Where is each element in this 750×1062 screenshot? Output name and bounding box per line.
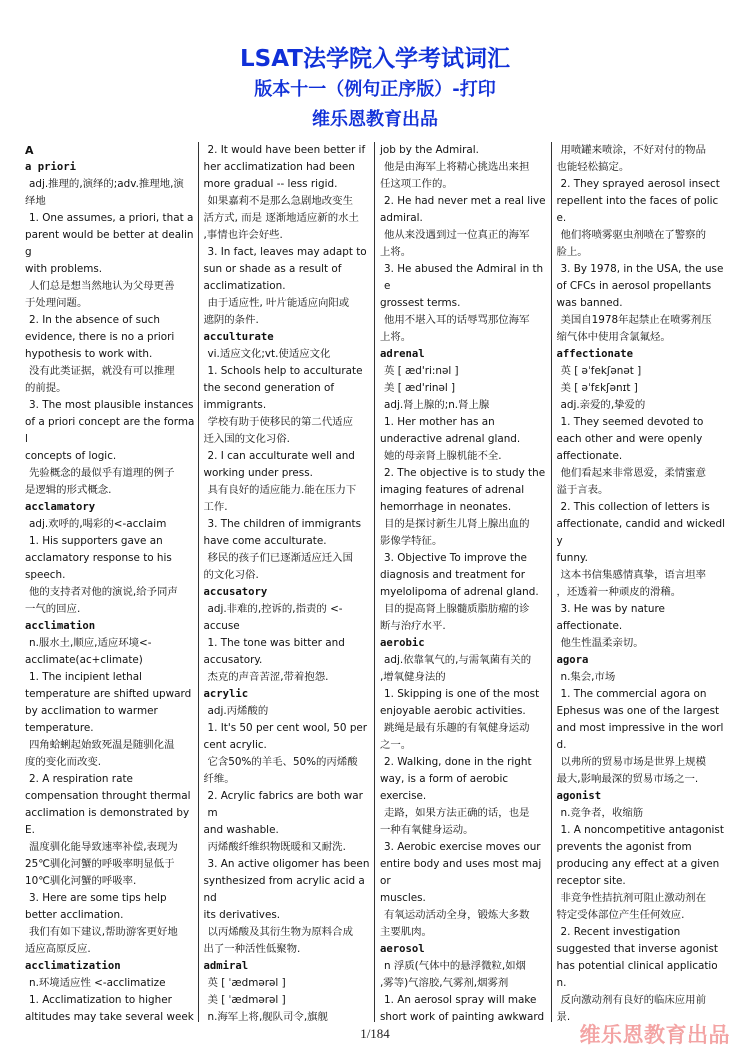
- entry-text-line: job by the Admiral.: [380, 144, 479, 156]
- entry-text-line: 1. The commercial agora on: [560, 688, 707, 700]
- entry-text-line: adj.丙烯酸的: [207, 705, 269, 717]
- entry-text-line: concepts of logic.: [25, 450, 117, 462]
- entry-text-line: 3. By 1978, in the USA, the use: [560, 263, 724, 275]
- vocabulary-columns: [22, 142, 728, 1022]
- entry-text-line: acclamatory response to his: [25, 552, 172, 564]
- entry-text-line: 影像学特征。: [380, 535, 443, 547]
- entry-text-line: n.海军上将,舰队司令,旗舰: [207, 1011, 328, 1022]
- entry-text-line: hemorrhage in neonates.: [380, 501, 512, 513]
- entry-text-line: 迁入国的文化习俗.: [203, 433, 290, 445]
- entry-text-line: compensation throught thermal: [25, 790, 191, 802]
- entry-text-line: adj.欢呼的,喝彩的<-acclaim: [29, 518, 167, 530]
- entry-text-line: entire body and uses most major: [380, 858, 542, 887]
- entry-text-line: 丙烯酸纤维织物既暖和又耐洗.: [207, 841, 346, 853]
- entry-text-line: 英 [ ˈædmərəl ]: [207, 977, 286, 989]
- entry-text-line: 之一。: [380, 739, 412, 751]
- entry-text-line: 1. His supporters gave an: [29, 535, 163, 547]
- entry-text-line: 景.: [556, 1011, 571, 1022]
- entry-text-line: Ephesus was one of the largest: [556, 705, 720, 717]
- entry-text-line: 上将。: [380, 246, 412, 258]
- entry-text-line: 10℃驯化河蟹的呼吸率.: [25, 875, 137, 887]
- document-header: [0, 44, 750, 134]
- entry-text-line: underactive adrenal gland.: [380, 433, 521, 445]
- entry-text-line: 非竞争性拮抗剂可阻止激动剂在: [560, 892, 706, 904]
- entry-text-line: n 浮质(气体中的悬浮微粒,如烟: [384, 960, 526, 972]
- entry-text-line: was banned.: [556, 297, 623, 309]
- entry-text-line: 2. It would have been better if: [207, 144, 366, 156]
- entry-text-line: each other and were openly: [556, 433, 703, 445]
- entry-text-line: 适应高原反应.: [25, 943, 91, 955]
- entry-text-line: accuse: [203, 620, 240, 632]
- entry-text-line: exercise.: [380, 790, 427, 802]
- entry-text-line: suggested that inverse agonist: [556, 943, 718, 955]
- headword: admiral: [203, 960, 249, 972]
- entry-text-line: 如果嘉莉不是那么急剧地改变生: [207, 195, 353, 207]
- entry-text-line: 2. In the absence of such: [29, 314, 160, 326]
- entry-text-line: n.集会,市场: [560, 671, 616, 683]
- entry-text-line: adj.依靠氧气的,与需氧菌有关的: [384, 654, 532, 666]
- entry-text-line: evidence, there is no a priori: [25, 331, 175, 343]
- entry-text-line: its derivatives.: [203, 909, 281, 921]
- entry-text-line: 2. The objective is to study the: [384, 467, 546, 479]
- entry-text-line: 1. Acclimatization to higher: [29, 994, 172, 1006]
- entry-text-line: 3. Here are some tips help: [29, 892, 167, 904]
- entry-text-line: 没有此类证据，就没有可以推理: [29, 365, 175, 377]
- entry-text-line: by acclimation to warmer: [25, 705, 158, 717]
- headword: agonist: [556, 790, 602, 802]
- entry-text-line: 美国自1978年起禁止在喷雾剂压: [560, 314, 712, 326]
- entry-text-line: affectionate.: [556, 450, 623, 462]
- headword: acclimatization: [25, 960, 121, 972]
- entry-text-line: temperature are shifted upward: [25, 688, 192, 700]
- entry-text-line: 最大,影响最深的贸易市场之一.: [556, 773, 699, 785]
- entry-text-line: short work of painting awkward: [380, 1011, 545, 1022]
- entry-text-line: 他从来没遇到过一位真正的海军: [384, 229, 530, 241]
- entry-text-line: 具有良好的适应能力.能在压力下: [207, 484, 357, 496]
- entry-text-line: 遮阴的条件.: [203, 314, 259, 326]
- entry-text-line: 一气的回应.: [25, 603, 81, 615]
- entry-text-line: prevents the agonist from: [556, 841, 692, 853]
- entry-text-line: 2. They sprayed aerosol insect: [560, 178, 720, 190]
- entry-text-line: 断与治疗水平.: [380, 620, 446, 632]
- entry-text-line: 1. One assumes, a priori, that a: [29, 212, 194, 224]
- entry-text-line: 任这项工作的。: [380, 178, 453, 190]
- entry-text-line: grossest terms.: [380, 297, 461, 309]
- entry-text-line: 1. An aerosol spray will make: [384, 994, 537, 1006]
- entry-text-line: 1. The incipient lethal: [29, 671, 142, 683]
- entry-text-line: with problems.: [25, 263, 103, 275]
- entry-text-line: 2. This collection of letters is: [560, 501, 710, 513]
- entry-text-line: 3. He abused the Admiral in the: [384, 263, 544, 292]
- entry-text-line: adj.推理的,演绎的;adv.推理地,演: [29, 178, 184, 190]
- entry-text-line: 他的支持者对他的演说,给予同声: [29, 586, 178, 598]
- entry-text-line: 杰克的声音苦涩,带着抱怨.: [207, 671, 329, 683]
- entry-text-line: 学校有助于使移民的第二代适应: [207, 416, 353, 428]
- entry-text-line: adj.非难的,控诉的,指责的 <-: [207, 603, 343, 615]
- publisher-name: 维乐恩教育出品: [312, 109, 438, 130]
- headword: acrylic: [203, 688, 249, 700]
- entry-text-line: 有氧运动活动全身，锻炼大多数: [384, 909, 530, 921]
- entry-text-line: 四角蛤蜊起始致死温是随驯化温: [29, 739, 175, 751]
- entry-text-line: synthesized from acrylic acid and: [203, 875, 365, 904]
- entry-text-line: 美 [ æd'rinəl ]: [384, 382, 456, 394]
- headword: a priori: [25, 161, 77, 173]
- entry-text-line: 温度驯化能导致速率补偿,表现为: [29, 841, 178, 853]
- entry-text-line: 也能轻松搞定。: [556, 161, 630, 173]
- entry-text-line: 他用不堪入耳的话辱骂那位海军: [384, 314, 530, 326]
- entry-text-line: funny.: [556, 552, 588, 564]
- entry-text-line: 移民的孩子们已逐渐适应迁入国: [207, 552, 353, 564]
- entry-text-line: 于处理问题。: [25, 297, 88, 309]
- entry-text-line: 以丙烯酸及其衍生物为原料合成: [207, 926, 353, 938]
- entry-text-line: 由于适应性, 叶片能适应向阳或: [207, 297, 350, 309]
- entry-text-line: 它含50%的羊毛、50%的丙烯酸: [207, 756, 358, 768]
- entry-text-line: 他们看起来非常恩爱，柔情蜜意: [560, 467, 706, 479]
- entry-text-line: 以弗所的贸易市场是世界上规模: [560, 756, 706, 768]
- entry-text-line: producing any effect at a given: [556, 858, 720, 870]
- entry-text-line: admiral.: [380, 212, 423, 224]
- entry-text-line: 1. It's 50 per cent wool, 50 per: [207, 722, 368, 734]
- entry-text-line: 走路，如果方法正确的话，也是: [384, 807, 530, 819]
- entry-text-line: 1. The tone was bitter and: [207, 637, 345, 649]
- section-letter: A: [25, 144, 34, 157]
- entry-text-line: 1. Schools help to acculturate: [207, 365, 363, 377]
- entry-text-line: 绎地: [25, 195, 46, 207]
- entry-text-line: acclimate(ac+climate): [25, 654, 143, 666]
- entry-text-line: adj.亲爱的,挚爱的: [560, 399, 646, 411]
- entry-text-line: 1. Skipping is one of the most: [384, 688, 540, 700]
- page-number: 1/184: [360, 1026, 390, 1041]
- entry-text-line: 1. Her mother has an: [384, 416, 495, 428]
- headword: acclamatory: [25, 501, 96, 513]
- entry-text-line: adj.肾上腺的;n.肾上腺: [384, 399, 490, 411]
- entry-text-line: immigrants.: [203, 399, 267, 411]
- headword: adrenal: [380, 348, 425, 360]
- entry-text-line: 上将。: [380, 331, 412, 343]
- entry-text-line: 一种有氧健身运动。: [380, 824, 474, 836]
- entry-text-line: 先验概念的最似乎有道理的例子: [29, 467, 175, 479]
- watermark-logo-text: 维乐恩教育出品: [579, 1023, 730, 1047]
- entry-text-line: working under press.: [203, 467, 313, 479]
- entry-text-line: of CFCs in aerosol propellants: [556, 280, 712, 292]
- entry-text-line: 25℃驯化河蟹的呼吸率明显低于: [25, 858, 175, 870]
- entry-text-line: 3. He was by nature: [560, 603, 665, 615]
- entry-text-line: imaging features of adrenal: [380, 484, 525, 496]
- entry-text-line: 我们有如下建议,帮助游客更好地: [29, 926, 178, 938]
- entry-text-line: n.服水土,顺应,适应环境<-: [29, 637, 152, 649]
- entry-text-line: acclimatization.: [203, 280, 286, 292]
- entry-text-line: hypothesis to work with.: [25, 348, 153, 360]
- entry-text-line: acclimation is demonstrated by E.: [25, 807, 190, 836]
- entry-text-line: 主要肌肉。: [380, 926, 432, 938]
- headword: aerobic: [380, 637, 425, 649]
- entry-text-line: 他们将喷雾驱虫剂喷在了警察的: [560, 229, 706, 241]
- entry-text-line: 工作.: [203, 501, 228, 513]
- entry-text-line: 美 [ ˈædmərəl ]: [207, 994, 286, 1006]
- document-title: LSAT法学院入学考试词汇: [240, 46, 510, 72]
- entry-text-line: 这本书信集感情真挚，语言坦率: [560, 569, 706, 581]
- entry-text-line: her acclimatization had been: [203, 161, 355, 173]
- entry-text-line: sun or shade as a result of: [203, 263, 342, 275]
- entry-text-line: 跳绳是最有乐趣的有氧健身运动: [384, 722, 530, 734]
- entry-text-line: 特定受体部位产生任何效应.: [556, 909, 685, 921]
- entry-text-line: better acclimation.: [25, 909, 124, 921]
- entry-text-line: 3. The children of immigrants: [207, 518, 361, 530]
- headword: affectionate: [556, 348, 634, 360]
- headword: acculturate: [203, 331, 274, 343]
- entry-text-line: and washable.: [203, 824, 279, 836]
- entry-text-line: 反向激动剂有良好的临床应用前: [560, 994, 706, 1006]
- entry-text-line: 3. In fact, leaves may adapt to: [207, 246, 367, 258]
- entry-text-line: 2. Acrylic fabrics are both warm: [207, 790, 363, 819]
- entry-text-line: parent would be better at dealing: [25, 229, 194, 258]
- entry-text-line: speech.: [25, 569, 66, 581]
- entry-text-line: muscles.: [380, 892, 426, 904]
- entry-text-line: 她的母亲肾上腺机能不全.: [384, 450, 502, 462]
- entry-text-line: and most impressive in the world.: [556, 722, 724, 751]
- entry-text-line: vi.适应文化;vt.使适应文化: [207, 348, 331, 360]
- entry-text-line: the second generation of: [203, 382, 335, 394]
- entry-text-line: 出了一种活性低聚物.: [203, 943, 301, 955]
- entry-text-line: receptor site.: [556, 875, 626, 887]
- entry-text-line: ,雾等)气溶胶,气雾剂,烟雾剂: [380, 977, 509, 989]
- entry-text-line: n.竞争者，收缩筋: [560, 807, 644, 819]
- entry-text-line: temperature.: [25, 722, 94, 734]
- entry-text-line: of a priori concept are the formal: [25, 416, 195, 445]
- entry-text-line: 活方式, 而是 逐渐地适应新的水土: [203, 212, 359, 224]
- column-4: [552, 142, 729, 1022]
- entry-text-line: 目的是探讨新生儿肾上腺出血的: [384, 518, 530, 530]
- entry-text-line: 英 [ æd'ri:nəl ]: [384, 365, 459, 377]
- column-3: [375, 142, 552, 1022]
- entry-text-line: ,事情也许会好些.: [203, 229, 283, 241]
- headword: aerosol: [380, 943, 425, 955]
- entry-text-line: diagnosis and treatment for: [380, 569, 525, 581]
- entry-text-line: n.环境适应性 <-acclimatize: [29, 977, 166, 989]
- entry-text-line: 2. Walking, done in the right: [384, 756, 532, 768]
- headword: agora: [556, 654, 589, 666]
- entry-text-line: affectionate, candid and wickedly: [556, 518, 725, 547]
- entry-text-line: ,增氧健身法的: [380, 671, 446, 683]
- entry-text-line: 的文化习俗.: [203, 569, 259, 581]
- entry-text-line: 3. The most plausible instances: [29, 399, 194, 411]
- entry-text-line: 3. Aerobic exercise moves our: [384, 841, 541, 853]
- entry-text-line: 人们总是想当然地认为父母更善: [29, 280, 175, 292]
- entry-text-line: accusatory.: [203, 654, 263, 666]
- entry-text-line: has potential clinical application.: [556, 960, 718, 989]
- entry-text-line: ，还透着一种顽皮的滑稽。: [556, 586, 682, 598]
- entry-text-line: cent acrylic.: [203, 739, 267, 751]
- entry-text-line: 他是由海军上将精心挑选出来担: [384, 161, 530, 173]
- entry-text-line: enjoyable aerobic activities.: [380, 705, 526, 717]
- entry-text-line: 1. A noncompetitive antagonist: [560, 824, 724, 836]
- entry-text-line: 2. A respiration rate: [29, 773, 133, 785]
- column-2: [199, 142, 376, 1022]
- headword: accusatory: [203, 586, 268, 598]
- entry-text-line: 缩气体中使用含氯氟烃。: [556, 331, 671, 343]
- entry-text-line: altitudes may take several week: [25, 1011, 194, 1022]
- entry-text-line: 2. I can acculturate well and: [207, 450, 355, 462]
- entry-text-line: 3. An active oligomer has been: [207, 858, 370, 870]
- entry-text-line: 度的变化而改变.: [25, 756, 102, 768]
- entry-text-line: repellent into the faces of police.: [556, 195, 719, 224]
- entry-text-line: 英 [ əˈfekʃənət ]: [560, 365, 642, 377]
- entry-text-line: 纤维。: [203, 773, 235, 785]
- column-1: [22, 142, 199, 1022]
- document-subtitle: 版本十一（例句正序版）-打印: [254, 79, 496, 100]
- entry-text-line: more gradual -- less rigid.: [203, 178, 338, 190]
- entry-text-line: 的前提。: [25, 382, 67, 394]
- headword: acclimation: [25, 620, 96, 632]
- entry-text-line: 是逻辑的形式概念.: [25, 484, 112, 496]
- entry-text-line: 脸上。: [556, 246, 588, 258]
- entry-text-line: 用喷罐来喷涂，不好对付的物品: [560, 144, 706, 156]
- entry-text-line: 目的提高肾上腺髓质脂肪瘤的诊: [384, 603, 530, 615]
- entry-text-line: 溢于言表。: [556, 484, 609, 496]
- entry-text-line: 2. Recent investigation: [560, 926, 681, 938]
- entry-text-line: affectionate.: [556, 620, 623, 632]
- entry-text-line: myelolipoma of adrenal gland.: [380, 586, 539, 598]
- entry-text-line: 2. He had never met a real live: [384, 195, 546, 207]
- entry-text-line: have come acculturate.: [203, 535, 327, 547]
- entry-text-line: 3. Objective To improve the: [384, 552, 527, 564]
- entry-text-line: 1. They seemed devoted to: [560, 416, 704, 428]
- entry-text-line: 美 [ əˈfɛkʃənɪt ]: [560, 382, 638, 394]
- entry-text-line: way, is a form of aerobic: [380, 773, 509, 785]
- entry-text-line: 他生性温柔亲切。: [560, 637, 644, 649]
